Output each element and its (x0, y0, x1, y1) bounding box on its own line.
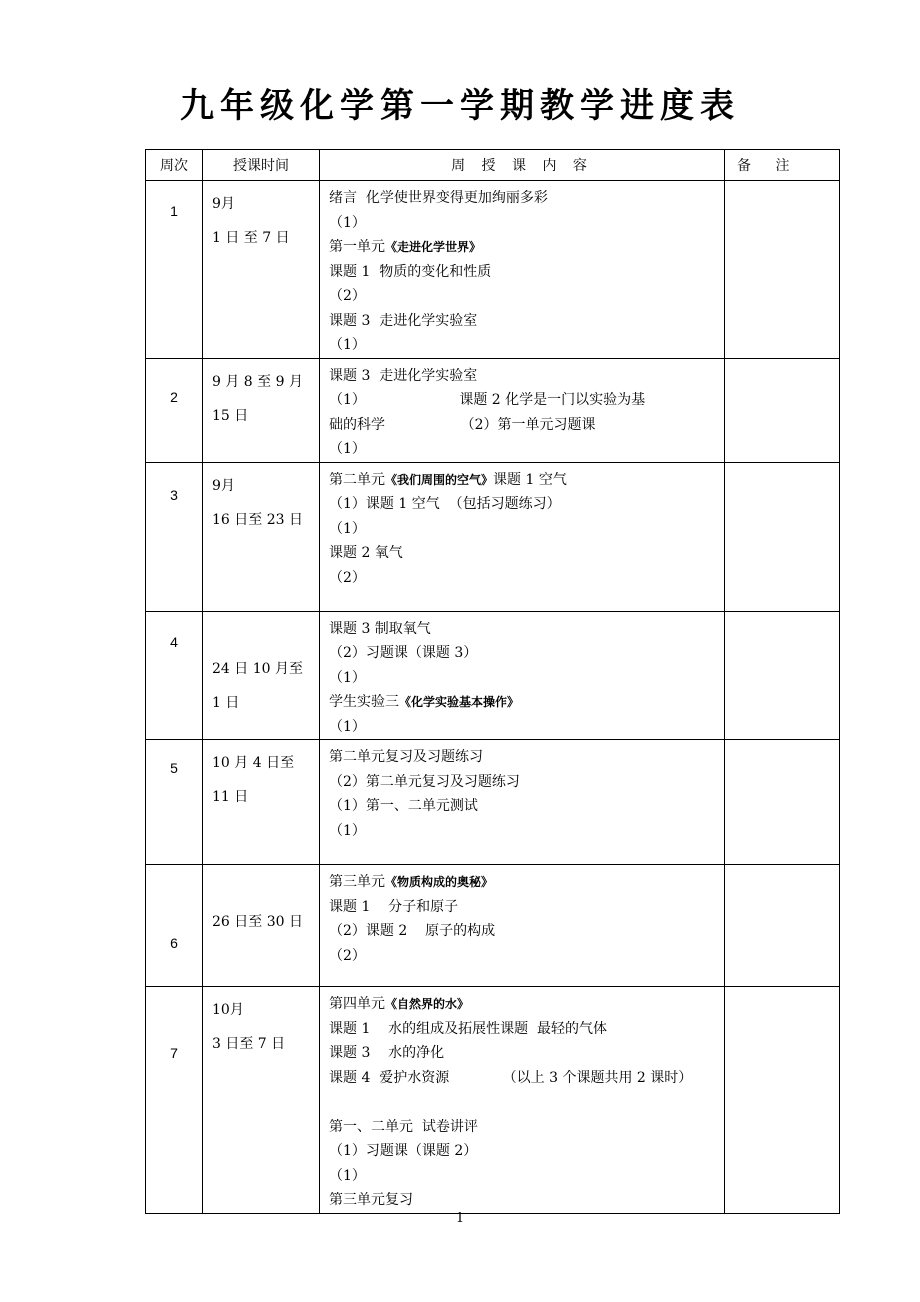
time-line: 1 日 至 7 日 (212, 230, 290, 246)
week-number (146, 462, 203, 611)
content-line: 第一、二单元 试卷讲评 (329, 1118, 478, 1135)
time-cell (203, 740, 320, 865)
time-line: 3 日至 7 日 (212, 1036, 286, 1052)
time-cell (203, 987, 320, 1214)
content-line: 课题 1 分子和原子 (329, 898, 459, 915)
content-line: （1） (329, 822, 366, 839)
content-line: 础的科学 （2）第一单元习题课 (329, 416, 596, 433)
note-cell (725, 181, 840, 359)
content-cell (320, 740, 725, 865)
note-cell (725, 865, 840, 987)
table-row (146, 181, 840, 359)
header-time: 授课时间 (203, 150, 320, 181)
content-line: （2） (329, 288, 366, 304)
content-line: （1） (329, 337, 366, 353)
content-line: 课题 2 氧气 (329, 545, 403, 561)
time-line: 10 月 4 日至 (212, 755, 295, 771)
time-line: 9月 (212, 196, 235, 212)
page-number: 1 (455, 1211, 465, 1226)
time-line: 16 日至 23 日 (212, 511, 303, 528)
note-cell (725, 358, 840, 462)
header-row (146, 150, 840, 181)
content-line: 课题 3 制取氧气 (329, 620, 431, 637)
time-cell (203, 358, 320, 462)
week-number-text: 2 (170, 388, 178, 405)
content-line: 课题 1 物质的变化和性质 (329, 263, 492, 280)
content-line: 第四单元《自然界的水》 (329, 996, 470, 1012)
content-line: （2）习题课（课题 3） (329, 645, 478, 661)
content-cell (320, 462, 725, 611)
week-number (146, 181, 203, 359)
time-cell (203, 462, 320, 611)
table-row (146, 740, 840, 865)
week-number-text: 4 (170, 633, 178, 650)
time-cell (203, 181, 320, 359)
content-cell (320, 181, 725, 359)
content-line: （2） (329, 569, 366, 586)
unit-title: 《物质构成的奥秘》 (385, 875, 494, 889)
content-line: （1）第一、二单元测试 (329, 798, 478, 814)
time-line: 9月 (212, 477, 235, 494)
content-line: 第二单元复习及习题练习 (329, 749, 483, 765)
week-number (146, 865, 203, 987)
week-number-text: 6 (170, 935, 178, 951)
content-line: （2）第二单元复习及习题练习 (329, 773, 520, 790)
header-content: 周 授 课 内 容 (320, 150, 725, 181)
content-line: 第三单元《物质构成的奥秘》 (329, 874, 494, 890)
time-cell (203, 865, 320, 987)
header-week: 周次 (146, 150, 203, 181)
unit-title: 《我们周围的空气》 (385, 472, 494, 487)
time-line: 11 日 (212, 789, 249, 805)
content-line (329, 1090, 724, 1115)
table-row (146, 462, 840, 611)
content-cell (320, 611, 725, 740)
content-line: 第二单元《我们周围的空气》课题 1 空气 (329, 471, 567, 488)
time-line: 9 月 8 至 9 月 (212, 373, 303, 390)
content-line: 课题 3 走进化学实验室 (329, 312, 478, 329)
time-line: 24 日 10 月至 (212, 660, 303, 677)
time-line: 15 日 (212, 407, 249, 424)
content-line: （1） (329, 718, 366, 735)
note-cell (725, 740, 840, 865)
time-cell (203, 611, 320, 740)
content-line: （1）习题课（课题 2） (329, 1143, 478, 1159)
content-line: （1） (329, 214, 366, 231)
content-line: 学生实验三《化学实验基本操作》 (329, 694, 520, 710)
content-line: 第三单元复习 (329, 1192, 413, 1208)
content-line: 课题 4 爱护水资源 （以上 3 个课题共用 2 课时） (329, 1069, 693, 1086)
table-row (146, 987, 840, 1214)
note-cell (725, 462, 840, 611)
content-line: （1） (329, 520, 366, 537)
week-number (146, 611, 203, 740)
week-number-text: 7 (170, 1045, 178, 1061)
note-cell (725, 987, 840, 1214)
week-number (146, 740, 203, 865)
table-row (146, 358, 840, 462)
content-line: （2）课题 2 原子的构成 (329, 923, 496, 939)
time-line: 1 日 (212, 694, 240, 711)
schedule-table (145, 149, 840, 1214)
content-cell (320, 358, 725, 462)
table-row (146, 865, 840, 987)
week-number (146, 987, 203, 1214)
content-line: （1） (329, 1167, 366, 1184)
content-line: （1）课题 1 空气 （包括习题练习） (329, 496, 561, 512)
content-line: （1） (329, 441, 366, 457)
time-line (212, 871, 319, 905)
week-number-text: 3 (170, 486, 178, 503)
week-number-text: 1 (170, 203, 178, 219)
content-line: （1） (329, 669, 366, 686)
time-line (212, 618, 319, 652)
header-note: 备 注 (725, 150, 840, 181)
content-line: （2） (329, 947, 366, 964)
unit-title: 《化学实验基本操作》 (399, 695, 520, 709)
time-line: 26 日至 30 日 (212, 914, 303, 930)
content-line: 课题 3 走进化学实验室 (329, 367, 478, 384)
content-cell (320, 865, 725, 987)
content-line: （1） 课题 2 化学是一门以实验为基 (329, 392, 646, 408)
content-line: 课题 1 水的组成及拓展性课题 最轻的气体 (329, 1020, 608, 1037)
content-cell (320, 987, 725, 1214)
note-cell (725, 611, 840, 740)
week-number (146, 358, 203, 462)
unit-title: 《走进化学世界》 (385, 240, 482, 254)
time-line: 10月 (212, 1002, 244, 1018)
table-row (146, 611, 840, 740)
content-line: 第一单元《走进化学世界》 (329, 239, 482, 255)
unit-title: 《自然界的水》 (385, 997, 470, 1011)
page-title: 九年级化学第一学期教学进度表 (180, 86, 740, 126)
content-line: 课题 3 水的净化 (329, 1045, 445, 1061)
week-number-text: 5 (170, 760, 178, 776)
content-line: 绪言 化学使世界变得更加绚丽多彩 (329, 190, 548, 206)
